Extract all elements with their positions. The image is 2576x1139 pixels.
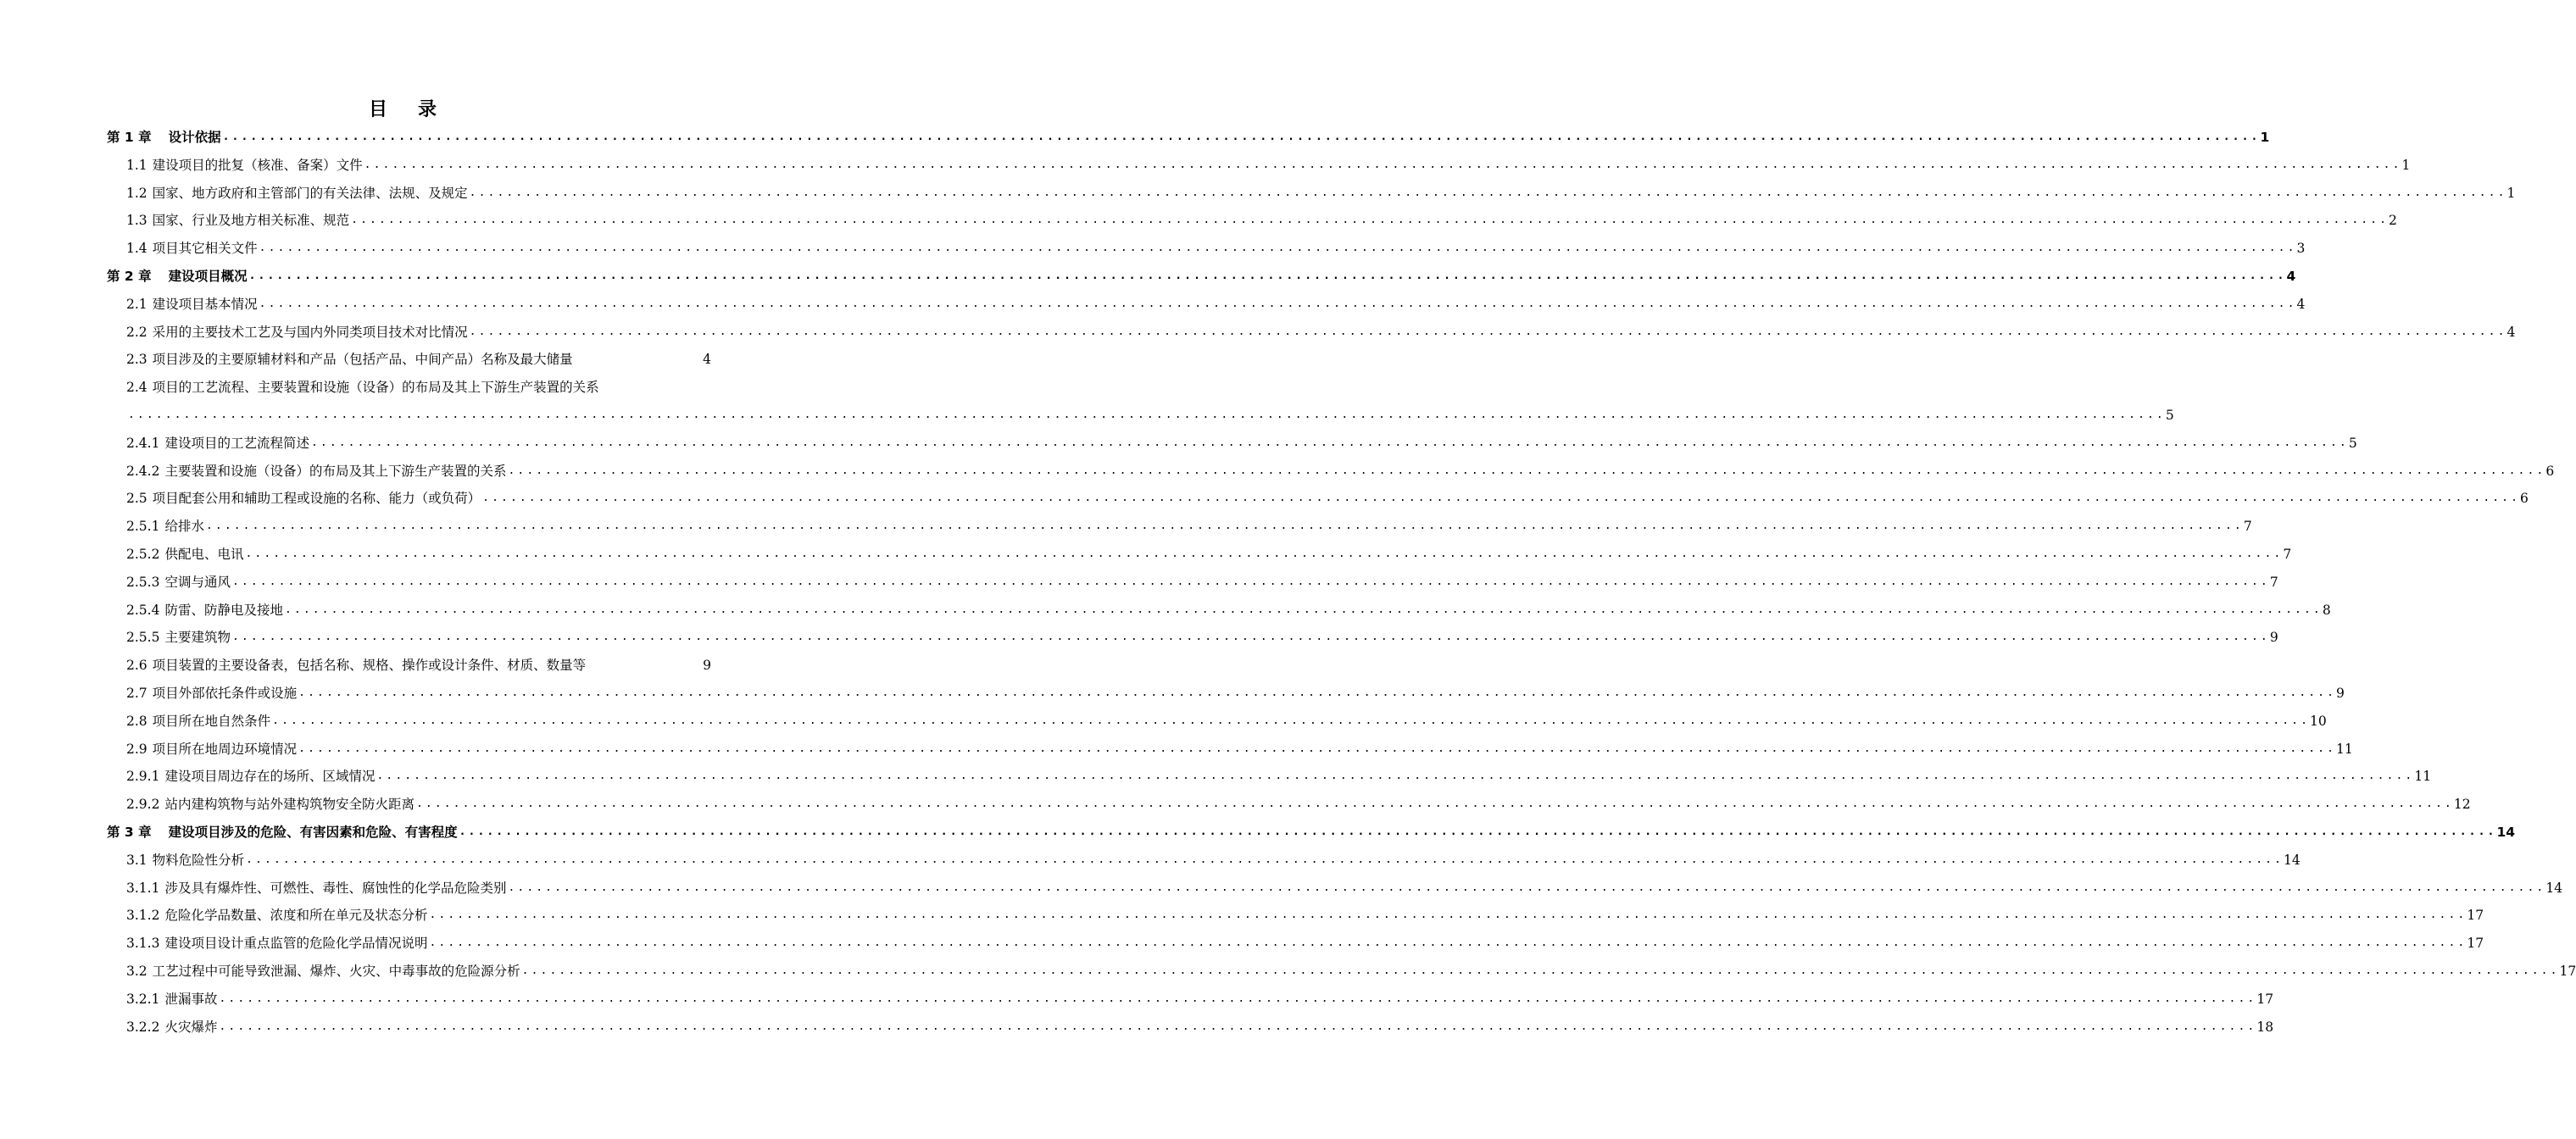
toc-page-number: 4 xyxy=(703,352,711,368)
toc-page-number: 14 xyxy=(2496,825,2516,840)
toc-entry-title: 建设项目设计重点监管的危险化学品情况说明 xyxy=(164,936,428,952)
toc-entry[interactable] xyxy=(126,183,2516,203)
toc-entry-number: 1.2 xyxy=(126,185,147,201)
toc-entry-number: 2.4 xyxy=(126,380,147,396)
toc-dot-leader: ............................................................................................................................................................................................................................ xyxy=(272,714,2311,727)
toc-entry-number: 2.9.1 xyxy=(126,769,160,785)
toc-entry-number: 第 3 章 xyxy=(107,825,152,840)
toc-entry-title: 项目其它相关文件 xyxy=(152,241,258,257)
toc-page-number: 11 xyxy=(2414,769,2432,785)
toc-entry[interactable] xyxy=(126,155,2411,175)
toc-page-number: 17 xyxy=(2256,991,2274,1007)
toc-entry-title: 国家、地方政府和主管部门的有关法律、法规、及规定 xyxy=(152,185,468,201)
title-char-left: 目 xyxy=(368,98,387,120)
toc-dot-leader: ............................................................................................................................................................................................................................ xyxy=(259,242,2297,255)
toc-entry-title: 工艺过程中可能导致泄漏、爆炸、火灾、中毒事故的危险源分析 xyxy=(152,964,520,979)
toc-page-number: 1 xyxy=(2401,157,2411,173)
toc-page-number: 6 xyxy=(2545,463,2555,479)
toc-entry-title: 防雷、防静电及接地 xyxy=(164,602,283,618)
toc-entry-title: 项目外部依托条件或设施 xyxy=(152,686,298,701)
toc-entry-number: 3.2.1 xyxy=(126,991,160,1007)
toc-entry[interactable] xyxy=(126,739,2353,759)
toc-dot-leader: ............................................................................................................................................................................................................................ xyxy=(245,547,2284,560)
toc-dot-leader: ............................................................................................................................................................................................................................ xyxy=(429,908,2468,922)
toc-entry[interactable] xyxy=(126,766,2432,786)
toc-entry[interactable] xyxy=(126,878,2563,898)
toc-entry-number: 2.9.2 xyxy=(126,797,160,813)
toc-dot-leader: ............................................................................................................................................................................................................................ xyxy=(248,269,2287,282)
toc-dot-leader: ............................................................................................................................................................................................................................ xyxy=(376,770,2415,783)
toc-entry-number: 2.2 xyxy=(126,324,147,340)
toc-page-number: 17 xyxy=(2467,908,2484,924)
toc-page-number: 17 xyxy=(2467,936,2484,952)
toc-entry-title: 给排水 xyxy=(164,519,204,535)
toc-page-number: 4 xyxy=(2286,269,2296,284)
toc-entry-number: 2.5.1 xyxy=(126,519,160,535)
toc-dot-leader: ............................................................................................................................................................................................................................ xyxy=(469,186,2507,199)
toc-entry-number: 1.3 xyxy=(126,213,147,229)
toc-page-number: 1 xyxy=(2260,130,2270,145)
toc-page-number: 10 xyxy=(2310,713,2327,729)
toc-entry[interactable] xyxy=(126,210,2397,231)
toc-entry-number: 3.1 xyxy=(126,852,147,868)
toc-dot-leader: ............................................................................................................................................................................................................................ xyxy=(429,936,2468,950)
toc-dot-leader: ............................................................................................................................................................................................................................ xyxy=(508,881,2546,894)
toc-entry-number: 2.5.3 xyxy=(126,574,160,590)
toc-entry-title: 站内建构筑物与站外建构筑物安全防火距离 xyxy=(164,797,414,813)
toc-entry-number: 2.7 xyxy=(126,686,147,701)
toc-entry-number: 第 1 章 xyxy=(107,130,152,145)
toc-dot-leader: ............................................................................................................................................................................................................................ xyxy=(231,631,2270,644)
toc-page-number: 3 xyxy=(2296,241,2306,257)
toc-dot-leader: ............................................................................................................................................................................................................................ xyxy=(298,742,2337,755)
toc-entry-title: 危险化学品数量、浓度和所在单元及状态分析 xyxy=(164,908,428,924)
toc-entry-title: 建设项目概况 xyxy=(168,269,248,284)
toc-entry[interactable] xyxy=(126,405,2174,425)
toc-entry-title: 采用的主要技术工艺及与国内外同类项目技术对比情况 xyxy=(152,324,468,340)
toc-dot-leader: ............................................................................................................................................................................................................................ xyxy=(469,325,2507,338)
toc-entry-number: 2.4.2 xyxy=(126,463,160,479)
toc-entry-title: 建设项目基本情况 xyxy=(152,296,258,312)
toc-entry-number: 3.1.1 xyxy=(126,880,160,896)
toc-page-number: 2 xyxy=(2389,213,2397,229)
toc-dot-leader: ............................................................................................................................................................................................................................ xyxy=(128,408,2166,421)
toc-entry-number: 1.1 xyxy=(126,157,147,173)
toc-dot-leader: ............................................................................................................................................................................................................................ xyxy=(521,964,2560,977)
toc-entry[interactable] xyxy=(126,322,2516,342)
toc-entry-title: 物料危险性分析 xyxy=(152,852,245,868)
toc-entry-title: 泄漏事故 xyxy=(164,991,218,1007)
toc-dot-leader: ............................................................................................................................................................................................................................ xyxy=(231,575,2270,588)
toc-page-number: 9 xyxy=(2269,630,2278,646)
toc-entry-number: 2.5 xyxy=(126,491,147,507)
toc-entry-title: 项目装置的主要设备表，包括名称、规格、操作或设计条件、材质、数量等 xyxy=(152,658,587,674)
toc-entry-title: 项目涉及的主要原辅材料和产品（包括产品、中间产品）名称及最大储量 xyxy=(152,352,573,368)
toc-entry-title: 空调与通风 xyxy=(164,574,231,590)
toc-dot-leader: ............................................................................................................................................................................................................................ xyxy=(310,436,2349,449)
toc-entry-number: 2.5.4 xyxy=(126,602,160,618)
toc-entry-title: 主要建筑物 xyxy=(164,630,231,646)
toc-page-number: 7 xyxy=(2283,547,2292,562)
toc-entry-title: 设计依据 xyxy=(168,130,221,145)
toc-page-number: 6 xyxy=(2520,491,2529,507)
toc-entry[interactable] xyxy=(126,655,711,675)
toc-entry-title: 项目所在地周边环境情况 xyxy=(152,741,298,757)
toc-dot-leader: ............................................................................................................................................................................................................................ xyxy=(222,131,2261,143)
toc-dot-leader: ............................................................................................................................................................................................................................ xyxy=(482,492,2521,505)
toc-entry[interactable] xyxy=(126,794,2471,814)
toc-entry[interactable] xyxy=(126,349,711,369)
toc-entry-number: 2.9 xyxy=(126,741,147,757)
toc-page-number: 4 xyxy=(2506,324,2516,340)
toc-dot-leader: ............................................................................................................................................................................................................................ xyxy=(459,825,2497,838)
toc-page-number: 9 xyxy=(2336,686,2345,701)
toc-entry-number: 3.1.3 xyxy=(126,936,160,952)
toc-page-number: 8 xyxy=(2322,602,2331,618)
toc-page-number: 9 xyxy=(703,658,711,674)
toc-entry-number: 2.8 xyxy=(126,713,147,729)
title-char-right: 录 xyxy=(418,98,437,120)
toc-entry-number: 2.3 xyxy=(126,352,147,368)
toc-entry-title: 主要装置和设施（设备）的布局及其上下游生产装置的关系 xyxy=(164,463,507,479)
toc-page-number: 4 xyxy=(2296,296,2306,312)
toc-page-number: 12 xyxy=(2453,797,2471,813)
toc-dot-leader: ............................................................................................................................................................................................................................ xyxy=(219,992,2257,1005)
toc-entry-title: 建设项目的批复（核准、备案）文件 xyxy=(152,157,363,173)
toc-entry[interactable] xyxy=(126,488,2529,508)
toc-entry[interactable] xyxy=(126,989,2274,1009)
toc-dot-leader: ............................................................................................................................................................................................................................ xyxy=(415,797,2454,811)
toc-entry[interactable] xyxy=(126,238,2306,258)
toc-entry-number: 3.1.2 xyxy=(126,908,160,924)
toc-chapter-entry[interactable] xyxy=(107,266,2296,286)
toc-entry-number: 3.2 xyxy=(126,964,147,979)
toc-page-number: 18 xyxy=(2256,1019,2274,1035)
toc-entry-number: 2.5.5 xyxy=(126,630,160,646)
toc-entry[interactable] xyxy=(126,377,711,397)
toc-page-number: 17 xyxy=(2559,964,2576,979)
toc-page-number: 1 xyxy=(2506,185,2516,201)
toc-entry-title: 国家、行业及地方相关标准、规范 xyxy=(152,213,350,229)
toc-entry-title: 涉及具有爆炸性、可燃性、毒性、腐蚀性的化学品危险类别 xyxy=(164,880,507,896)
toc-entry[interactable] xyxy=(126,850,2301,870)
toc-entry[interactable] xyxy=(126,600,2331,620)
toc-dot-leader: ............................................................................................................................................................................................................................ xyxy=(246,853,2284,866)
toc-dot-leader: ............................................................................................................................................................................................................................ xyxy=(298,686,2337,699)
toc-dot-leader: ............................................................................................................................................................................................................................ xyxy=(205,519,2244,533)
toc-entry-title: 供配电、电讯 xyxy=(164,547,244,562)
toc-entry[interactable] xyxy=(126,544,2292,564)
toc-entry-number: 2.1 xyxy=(126,296,147,312)
toc-entry[interactable] xyxy=(126,961,2576,981)
toc-entry[interactable] xyxy=(126,1017,2274,1037)
toc-page-number: 14 xyxy=(2284,852,2301,868)
toc-dot-leader: ............................................................................................................................................................................................................................ xyxy=(219,1020,2257,1033)
toc-entry[interactable] xyxy=(126,933,2484,953)
toc-entry[interactable] xyxy=(126,905,2484,925)
toc-dot-leader: ............................................................................................................................................................................................................................ xyxy=(351,214,2390,227)
toc-entry-title: 项目所在地自然条件 xyxy=(152,713,271,729)
toc-chapter-entry[interactable] xyxy=(107,127,2270,147)
toc-entry[interactable] xyxy=(126,683,2345,703)
toc-page-number: 7 xyxy=(2269,574,2278,590)
toc-entry-number: 1.4 xyxy=(126,241,147,257)
toc-entry-title: 火灾爆炸 xyxy=(164,1019,218,1035)
toc-page-number: 7 xyxy=(2243,519,2252,535)
toc-entry-title: 项目的工艺流程、主要装置和设施（设备）的布局及其上下游生产装置的关系 xyxy=(152,380,599,396)
toc-entry[interactable] xyxy=(126,711,2327,731)
toc-entry-title: 建设项目涉及的危险、有害因素和危险、有害程度 xyxy=(168,825,458,840)
toc-dot-leader: ............................................................................................................................................................................................................................ xyxy=(364,158,2402,171)
toc-entry-title: 建设项目的工艺流程简述 xyxy=(164,435,309,451)
toc-entry[interactable] xyxy=(126,461,2555,481)
toc-page-number: 11 xyxy=(2336,741,2353,757)
toc-chapter-entry[interactable] xyxy=(107,822,2516,842)
toc-entry-title: 项目配套公用和辅助工程或设施的名称、能力（或负荷） xyxy=(152,491,481,507)
toc-entry[interactable] xyxy=(126,572,2278,592)
toc-dot-leader: ............................................................................................................................................................................................................................ xyxy=(259,297,2297,310)
toc-entry[interactable] xyxy=(126,627,2278,647)
toc-entry-number: 2.4.1 xyxy=(126,435,160,451)
toc-entry-number: 2.5.2 xyxy=(126,547,160,562)
toc-page-number: 5 xyxy=(2348,435,2357,451)
toc-entry-number: 2.6 xyxy=(126,658,147,674)
toc-page-number: 14 xyxy=(2545,880,2563,896)
toc-entry-title: 建设项目周边存在的场所、区域情况 xyxy=(164,769,376,785)
toc-page-number: 5 xyxy=(2165,408,2174,423)
toc-entry[interactable] xyxy=(126,433,2357,453)
toc-dot-leader: ............................................................................................................................................................................................................................ xyxy=(508,464,2546,477)
toc-entry[interactable] xyxy=(126,516,2252,536)
toc-entry-number: 3.2.2 xyxy=(126,1019,160,1035)
toc-entry[interactable] xyxy=(126,294,2306,314)
page-title xyxy=(0,95,805,121)
toc-dot-leader: ............................................................................................................................................................................................................................ xyxy=(284,603,2323,616)
toc-entry-number: 第 2 章 xyxy=(107,269,152,284)
